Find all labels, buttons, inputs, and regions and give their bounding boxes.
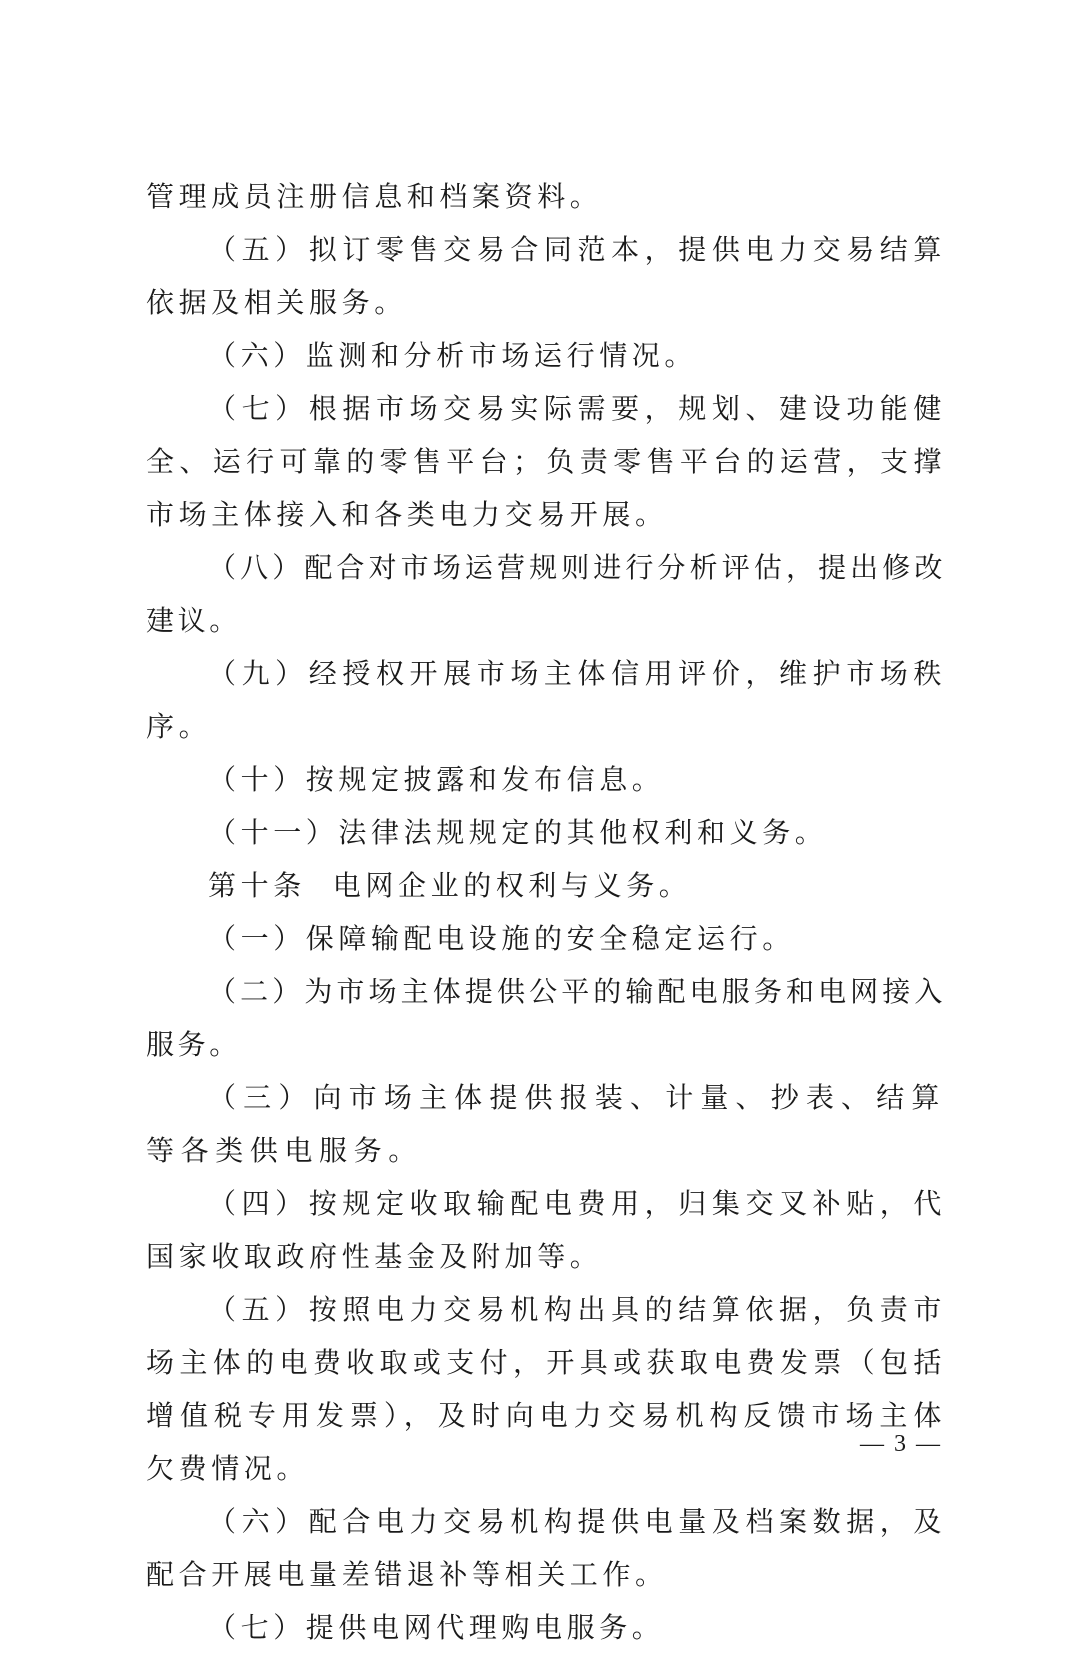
grid-item-2: （二）为市场主体提供公平的输配电服务和电网接入服务。: [146, 975, 946, 1061]
grid-item-3: （三）向市场主体提供报装、计量、抄表、结算等各类供电服务。: [146, 1081, 946, 1167]
document-body: [146, 170, 946, 1654]
paragraph-continued: 管理成员注册信息和档案资料。: [146, 180, 603, 213]
paragraph-item-11: （十一）法律法规规定的其他权利和义务。: [208, 816, 828, 849]
grid-item-6: （六）配合电力交易机构提供电量及档案数据，及配合开展电量差错退补等相关工作。: [146, 1505, 946, 1591]
paragraph-item-6: （六）监测和分析市场运行情况。: [208, 339, 698, 372]
grid-item-5: （五）按照电力交易机构出具的结算依据，负责市场主体的电费收取或支付，开具或获取电费发票（包括增值税专用发票），及时向电力交易机构反馈市场主体欠费情况。: [146, 1293, 946, 1485]
grid-item-1: （一）保障输配电设施的安全稳定运行。: [208, 922, 795, 955]
article-10-heading: 第十条 电网企业的权利与义务。: [208, 869, 692, 902]
page-number: — 3 —: [860, 1431, 942, 1457]
grid-item-7: （七）提供电网代理购电服务。: [208, 1611, 665, 1644]
paragraph-item-5: （五）拟订零售交易合同范本，提供电力交易结算依据及相关服务。: [146, 233, 946, 319]
paragraph-item-8: （八）配合对市场运营规则进行分析评估，提出修改建议。: [146, 551, 946, 637]
paragraph-item-9: （九）经授权开展市场主体信用评价，维护市场秩序。: [146, 657, 946, 743]
paragraph-item-7: （七）根据市场交易实际需要，规划、建设功能健全、运行可靠的零售平台；负责零售平台的运营，支撑市场主体接入和各类电力交易开展。: [146, 392, 946, 531]
grid-item-4: （四）按规定收取输配电费用，归集交叉补贴，代国家收取政府性基金及附加等。: [146, 1187, 946, 1273]
paragraph-item-10: （十）按规定披露和发布信息。: [208, 763, 665, 796]
